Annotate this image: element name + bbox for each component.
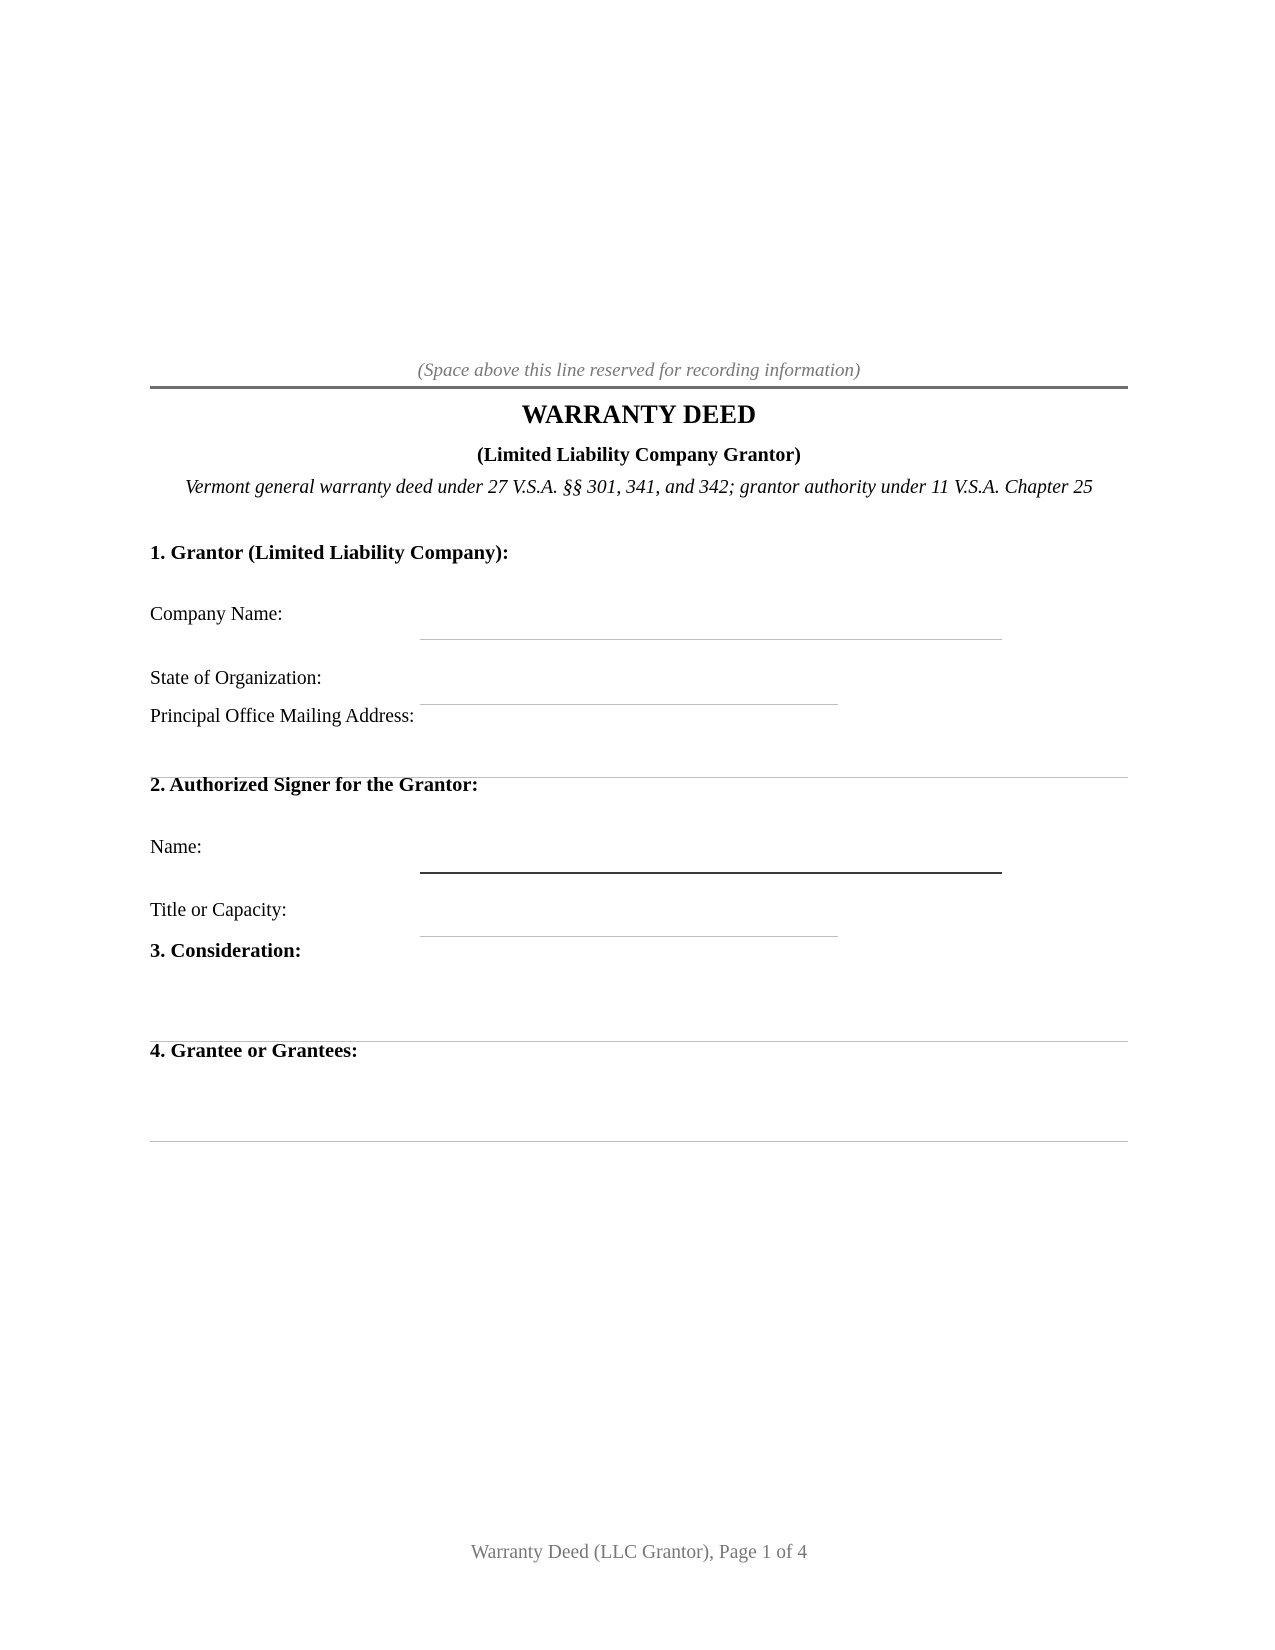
state-of-organization-field[interactable]: [420, 704, 838, 705]
consideration-heading: 3. Consideration:: [150, 940, 302, 962]
recording-space-note: (Space above this line reserved for recording information): [417, 360, 861, 381]
signer-name-label: Name:: [150, 837, 202, 858]
statutory-authority: Vermont general warranty deed under 27 V.S.A. §§ 301, 341, and 342; grantor authority under 11 V.S.A. Chapter 25: [185, 477, 1093, 498]
document-title: WARRANTY DEED: [521, 400, 757, 429]
grantees-heading: 4. Grantee or Grantees:: [150, 1040, 358, 1062]
principal-office-address-label: Principal Office Mailing Address:: [150, 706, 415, 727]
grantor-heading: 1. Grantor (Limited Liability Company):: [150, 542, 509, 564]
grantees-field[interactable]: [150, 1141, 1128, 1142]
signer-name-field[interactable]: [420, 872, 1002, 874]
recording-divider: [150, 386, 1128, 389]
company-name-label: Company Name:: [150, 604, 283, 625]
authorized-signer-heading: 2. Authorized Signer for the Grantor:: [150, 774, 479, 796]
page-footer: Warranty Deed (LLC Grantor), Page 1 of 4: [470, 1542, 808, 1563]
company-name-field[interactable]: [420, 639, 1002, 640]
state-of-organization-label: State of Organization:: [150, 668, 322, 689]
signer-title-field[interactable]: [420, 936, 838, 937]
signer-title-label: Title or Capacity:: [150, 900, 287, 921]
document-subtitle: (Limited Liability Company Grantor): [477, 444, 801, 466]
